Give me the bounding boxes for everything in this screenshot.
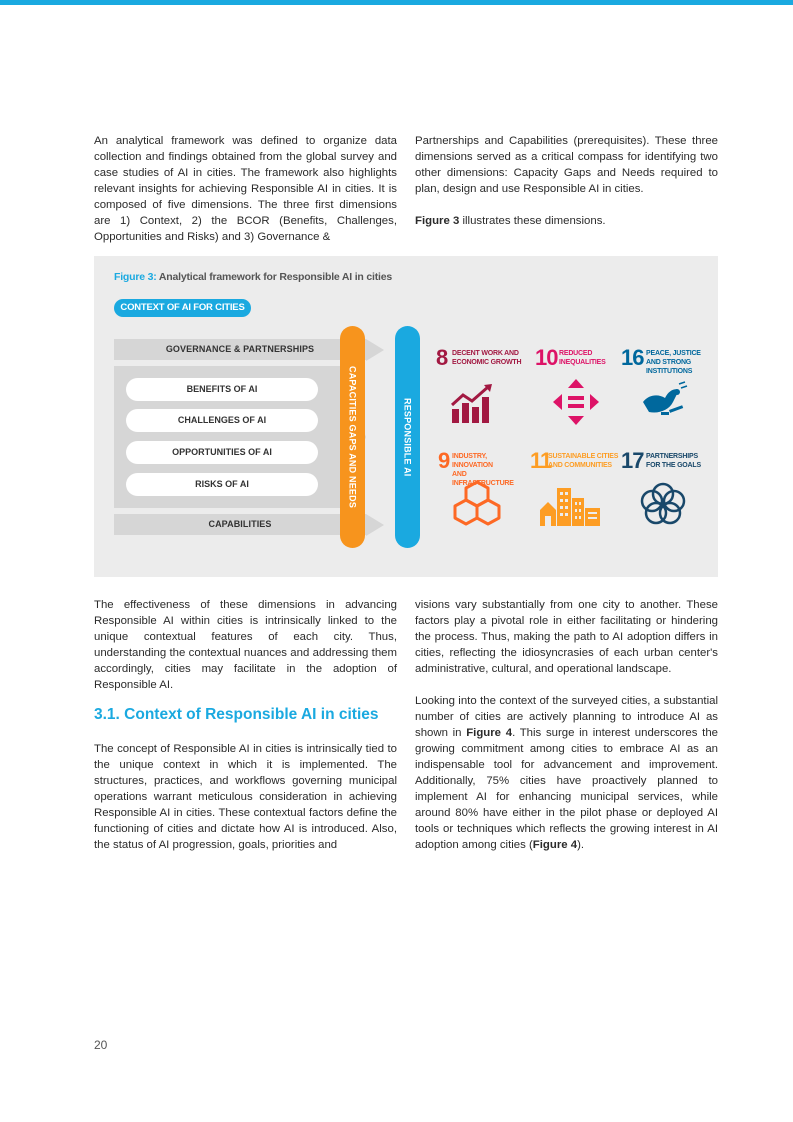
responsible-ai-bar bbox=[395, 326, 420, 548]
governance-arrowhead bbox=[366, 339, 384, 361]
visions-paragraph: visions vary substantially from one city to another. These factors play a pivotal role in either facilitating or hindering the process. Thus, making the path to AI adoption differs in cities, reflecting the idiosyncrasies of each urban center's administrative, cultural, and operational landscape. bbox=[415, 599, 718, 675]
equality-arrows-icon bbox=[551, 377, 601, 427]
growth-chart-icon bbox=[450, 383, 500, 423]
sdg-10-goal: 10 REDUCED INEQUALITIES bbox=[535, 347, 625, 447]
sdg-9-goal: 9 INDUSTRY, INNOVATION AND INFRASTRUCTURE bbox=[438, 450, 528, 550]
survey-context-paragraph: Looking into the context of the surveyed cities, a substantial number of cities are actively planning to introduce AI as shown in Figure 4. This surge in interest underscores the growing commitment among cities to embrace AI as an indispensable tool for advancement and improvement. Additionally, 75% cities have proactively planned to implement AI for enhancing municipal services, while around 80% have either in the pilot phase or deployed AI tools or techniques which reflects the growing interest in AI adoption among cities (Figure 4). bbox=[415, 695, 718, 851]
concept-paragraph: The concept of Responsible AI in cities is intrinsically tied to the unique context in which it is implemented. The structures, practices, and workflows governing municipal operations warrant meticulous consideration in achieving Responsible AI in cities. These contextual factors define the functioning of cities and dictate how AI is introduced. Also, the status of AI progression, goals, priorities and bbox=[94, 743, 397, 851]
sdg-11-goal: 11 SUSTAINABLE CITIES AND COMMUNITIES bbox=[530, 450, 620, 550]
sdg-8-goal: 8 DECENT WORK AND ECONOMIC GROWTH bbox=[436, 347, 526, 447]
figure-reference-paragraph: Figure 3 illustrates these dimensions. bbox=[415, 215, 606, 227]
dove-gavel-icon bbox=[639, 380, 689, 422]
sdg-16-goal: 16 PEACE, JUSTICE AND STRONG INSTITUTIONS bbox=[621, 347, 711, 447]
section-heading: 3.1. Context of Responsible AI in cities bbox=[94, 706, 379, 723]
opportunities-pill: OPPORTUNITIES OF AI bbox=[126, 441, 318, 464]
benefits-pill: BENEFITS OF AI bbox=[126, 378, 318, 401]
context-label: CONTEXT OF AI FOR CITIES bbox=[114, 299, 251, 317]
capabilities-arrowhead bbox=[366, 514, 384, 536]
capacity-gaps-bar bbox=[340, 326, 365, 548]
figure-3-framework bbox=[94, 256, 718, 577]
figure-4-reference: Figure 4 bbox=[466, 727, 513, 739]
figure-4-reference: Figure 4 bbox=[532, 839, 578, 851]
capacity-gaps-label: CAPACITIES GAPS AND NEEDS bbox=[347, 365, 358, 509]
risks-pill: RISKS OF AI bbox=[126, 473, 318, 496]
responsible-ai-label: RESPONSIBLE AI bbox=[402, 397, 413, 477]
city-buildings-icon bbox=[538, 480, 602, 526]
sdg-17-goal: 17 PARTNERSHIPS FOR THE GOALS bbox=[621, 450, 711, 550]
figure-caption: Figure 3: Analytical framework for Responsible AI in cities bbox=[114, 271, 393, 283]
page-number: 20 bbox=[94, 1038, 108, 1052]
figure-3-reference: Figure 3 bbox=[415, 215, 460, 227]
cubes-icon bbox=[452, 480, 502, 528]
intro-paragraph-right: Partnerships and Capabilities (prerequisites). These three dimensions served as a critical compass for identifying two other dimensions: Capacity Gaps and Needs required to plan, design and use Responsible AI in cities. bbox=[415, 135, 718, 195]
challenges-pill: CHALLENGES OF AI bbox=[126, 409, 318, 432]
top-accent-bar bbox=[0, 0, 793, 5]
intro-paragraph-left: An analytical framework was defined to organize data collection and findings obtained from the global survey and case studies of AI in cities. The framework also highlights relevant insights for achieving Responsible AI in cities. It is composed of five dimensions. The three first dimensions are 1) Context, 2) the BCOR (Benefits, Challenges, Opportunities and Risks) and 3) Governance & bbox=[94, 135, 397, 243]
effectiveness-paragraph: The effectiveness of these dimensions in advancing Responsible AI within cities is intrinsically linked to the unique contextual features of each city. Thus, understanding the contextual nuances and addressing them accordingly, cities may facilitate in the adoption of Responsible AI. bbox=[94, 599, 397, 691]
governance-bar: GOVERNANCE & PARTNERSHIPS bbox=[114, 339, 366, 360]
capabilities-bar: CAPABILITIES bbox=[114, 514, 366, 535]
interlocking-rings-icon bbox=[639, 480, 687, 526]
